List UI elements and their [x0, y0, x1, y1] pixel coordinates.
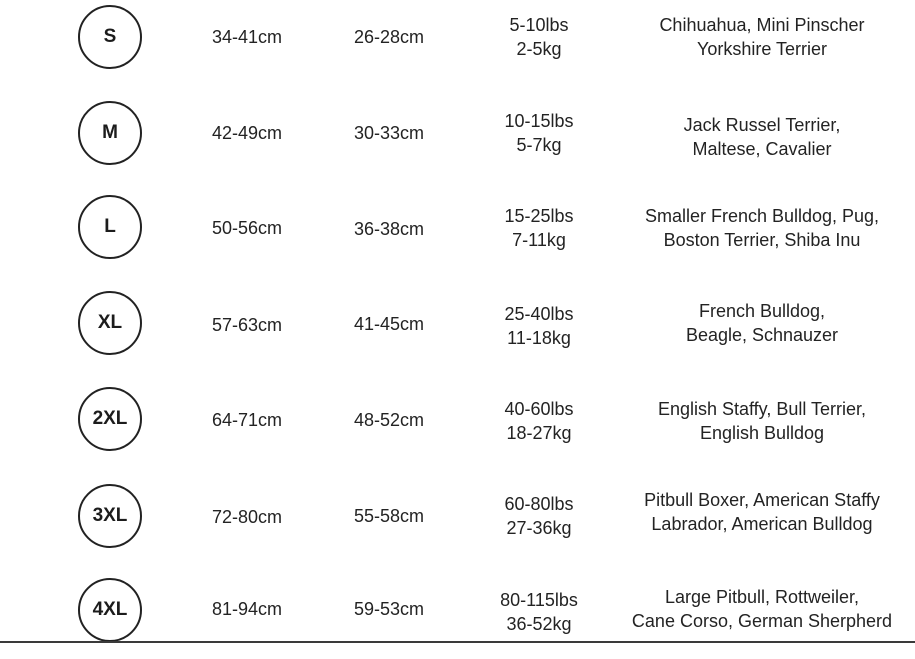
weight-kg: 5-7kg — [516, 135, 562, 155]
breed-line-1: French Bulldog, — [698, 301, 826, 321]
breed-line-2: Boston Terrier, Shiba Inu — [663, 230, 861, 250]
weight-kg: 27-36kg — [506, 518, 572, 538]
breed-line-1: Chihuahua, Mini Pinscher — [659, 15, 865, 35]
chest-measurement: 30-33cm — [354, 123, 425, 143]
size-badge: XL — [78, 291, 142, 355]
weight-range — [480, 588, 598, 636]
breed-line-1: Large Pitbull, Rottweiler, — [664, 587, 860, 607]
weight-lbs: 60-80lbs — [504, 494, 574, 514]
breed-line-1: Smaller French Bulldog, Pug, — [644, 206, 880, 226]
breed-line-1: English Staffy, Bull Terrier, — [657, 399, 867, 419]
weight-kg: 18-27kg — [506, 423, 572, 443]
breed-examples — [612, 585, 912, 633]
weight-lbs: 5-10lbs — [509, 15, 569, 35]
weight-range — [480, 204, 598, 252]
weight-lbs: 25-40lbs — [504, 304, 574, 324]
neck-measurement: 57-63cm — [212, 315, 283, 335]
chest-measurement: 41-45cm — [354, 314, 425, 334]
size-badge: 3XL — [78, 484, 142, 548]
neck-measurement: 64-71cm — [212, 410, 283, 430]
weight-lbs: 10-15lbs — [504, 111, 574, 131]
breed-examples — [612, 299, 912, 347]
size-badge: L — [78, 195, 142, 259]
breed-examples — [612, 488, 912, 536]
neck-measurement: 34-41cm — [212, 27, 283, 47]
neck-measurement: 72-80cm — [212, 507, 283, 527]
size-row-xl — [0, 274, 915, 370]
weight-kg: 2-5kg — [516, 39, 562, 59]
breed-examples — [612, 113, 912, 161]
weight-range — [480, 492, 598, 540]
weight-kg: 11-18kg — [507, 328, 571, 348]
weight-range — [480, 109, 598, 157]
neck-measurement: 81-94cm — [212, 599, 283, 619]
weight-kg: 7-11kg — [512, 230, 566, 250]
size-row-l — [0, 179, 915, 275]
size-row-4xl — [0, 563, 915, 659]
weight-lbs: 80-115lbs — [500, 590, 578, 610]
size-row-3xl — [0, 467, 915, 563]
weight-lbs: 40-60lbs — [504, 399, 574, 419]
size-badge: 4XL — [78, 578, 142, 642]
breed-line-2: Yorkshire Terrier — [696, 39, 828, 59]
weight-range — [480, 302, 598, 350]
bottom-divider — [0, 641, 915, 643]
breed-line-1: Pitbull Boxer, American Staffy — [644, 490, 880, 510]
chest-measurement: 26-28cm — [354, 27, 425, 47]
chest-measurement: 59-53cm — [354, 599, 425, 619]
weight-range — [480, 13, 598, 61]
chest-measurement: 55-58cm — [354, 506, 425, 526]
size-badge: S — [78, 5, 142, 69]
neck-measurement: 50-56cm — [212, 218, 283, 238]
size-row-m — [0, 85, 915, 181]
breed-examples — [612, 204, 912, 252]
size-badge: 2XL — [78, 387, 142, 451]
weight-lbs: 15-25lbs — [504, 206, 574, 226]
breed-line-1: Jack Russel Terrier, — [683, 115, 841, 135]
size-row-s — [0, 0, 915, 85]
breed-examples — [612, 13, 912, 61]
chest-measurement: 36-38cm — [354, 219, 425, 239]
weight-kg: 36-52kg — [506, 614, 572, 634]
size-badge: M — [78, 101, 142, 165]
chest-measurement: 48-52cm — [354, 410, 425, 430]
neck-measurement: 42-49cm — [212, 123, 283, 143]
size-row-2xl — [0, 371, 915, 467]
breed-examples — [612, 397, 912, 445]
weight-range — [480, 397, 598, 445]
breed-line-2: Cane Corso, German Sherpherd — [631, 611, 893, 631]
breed-line-2: Beagle, Schnauzer — [685, 325, 839, 345]
breed-line-2: English Bulldog — [699, 423, 825, 443]
breed-line-2: Maltese, Cavalier — [692, 139, 832, 159]
breed-line-2: Labrador, American Bulldog — [651, 514, 873, 534]
